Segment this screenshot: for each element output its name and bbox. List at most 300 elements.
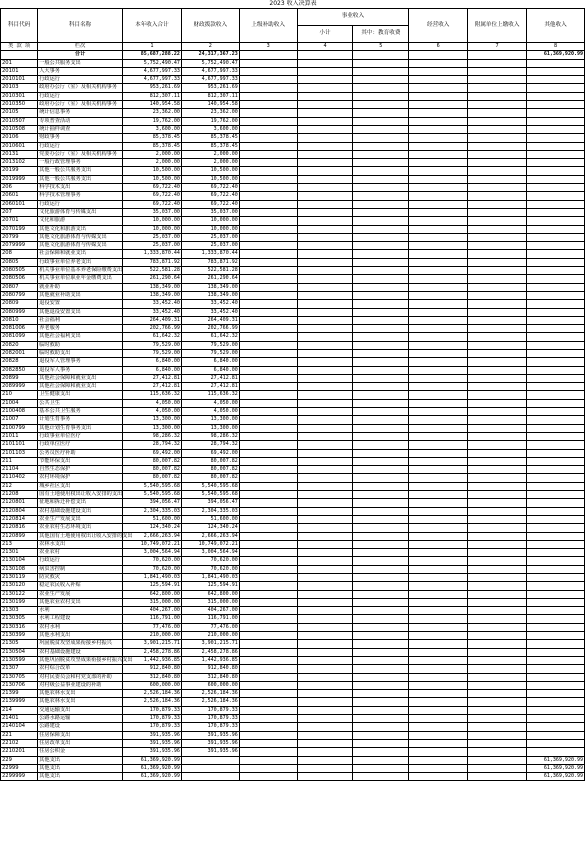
row-business-special	[353, 316, 409, 324]
row-affiliated	[468, 706, 527, 714]
row-current-total: 19,762.00	[122, 117, 181, 125]
row-business-special	[353, 250, 409, 258]
row-code: 21401	[1, 715, 38, 723]
row-fiscal: 5,540,595.68	[181, 482, 239, 490]
row-business-special	[353, 167, 409, 175]
row-business-special	[353, 441, 409, 449]
row-other	[527, 109, 585, 117]
row-superior	[239, 366, 297, 374]
row-other	[527, 92, 585, 100]
row-current-total: 391,935.96	[122, 731, 181, 739]
row-business-subtotal	[297, 217, 353, 225]
row-business-subtotal	[297, 690, 353, 698]
table-row	[1, 474, 585, 482]
row-superior	[239, 632, 297, 640]
row-name: 其他社会保障和就业支出	[38, 374, 123, 382]
row-code: 2299999	[1, 773, 38, 781]
row-superior	[239, 756, 297, 764]
row-name: 公路水路运输	[38, 715, 123, 723]
row-affiliated	[468, 449, 527, 457]
row-current-total: 23,362.00	[122, 109, 181, 117]
row-current-total: 2,526,184.36	[122, 690, 181, 698]
row-superior	[239, 607, 297, 615]
row-code: 2080999	[1, 308, 38, 316]
row-business-subtotal	[297, 142, 353, 150]
column-index: 8	[527, 43, 585, 51]
row-code: 21303	[1, 607, 38, 615]
row-affiliated	[468, 764, 527, 772]
table-row	[1, 109, 585, 117]
table-row	[1, 341, 585, 349]
table-row	[1, 399, 585, 407]
row-name: 机关事业单位基本养老保险缴费支出	[39, 267, 123, 274]
row-superior	[239, 598, 297, 606]
row-affiliated	[468, 565, 527, 573]
row-fiscal: 3,004,564.94	[181, 549, 239, 557]
row-business-subtotal	[297, 150, 353, 158]
row-fiscal: 5,752,490.47	[181, 59, 239, 67]
header-current-total: 本年收入合计	[122, 9, 181, 43]
table-row	[1, 167, 585, 175]
header-business-subtotal: 小计	[297, 26, 353, 43]
row-other	[527, 706, 585, 714]
row-affiliated	[468, 756, 527, 764]
row-business-subtotal	[297, 134, 353, 142]
row-business-subtotal	[297, 706, 353, 714]
row-operating	[409, 225, 468, 233]
row-current-total: 2,304,335.03	[122, 507, 181, 515]
row-affiliated	[468, 117, 527, 125]
table-row	[1, 598, 585, 606]
row-affiliated	[468, 632, 527, 640]
row-affiliated	[468, 84, 527, 92]
row-business-subtotal	[297, 474, 353, 482]
row-operating	[409, 607, 468, 615]
row-affiliated	[468, 391, 527, 399]
row-superior	[239, 275, 297, 283]
row-business-subtotal	[297, 408, 353, 416]
row-business-special	[353, 333, 409, 341]
row-business-subtotal	[297, 92, 353, 100]
row-business-subtotal	[297, 632, 353, 640]
row-operating	[409, 267, 468, 275]
row-code: 21007	[1, 416, 38, 424]
row-business-special	[353, 623, 409, 631]
row-business-subtotal	[297, 524, 353, 532]
row-code: 20820	[1, 341, 38, 349]
row-superior	[239, 316, 297, 324]
row-operating	[409, 590, 468, 598]
row-name: 交通运输支出	[38, 706, 123, 714]
row-current-total: 3,004,564.94	[122, 549, 181, 557]
row-affiliated	[468, 474, 527, 482]
table-row	[1, 391, 585, 399]
row-business-special	[353, 192, 409, 200]
row-superior	[239, 698, 297, 706]
row-other	[527, 59, 585, 67]
row-name: 农村基础设施建设支出	[38, 507, 123, 515]
row-other	[527, 632, 585, 640]
row-current-total: 77,476.00	[122, 623, 181, 631]
row-other	[527, 84, 585, 92]
row-code: 20809	[1, 300, 38, 308]
row-business-subtotal	[297, 590, 353, 598]
row-other	[527, 67, 585, 75]
row-business-special	[353, 300, 409, 308]
row-fiscal: 1,442,936.85	[181, 656, 239, 664]
row-current-total: 600,000.00	[122, 681, 181, 689]
row-fiscal: 13,300.00	[181, 424, 239, 432]
row-operating	[409, 159, 468, 167]
row-current-total: 80,007.82	[122, 457, 181, 465]
row-code: 2139999	[1, 698, 38, 706]
row-superior	[239, 499, 297, 507]
row-business-subtotal	[297, 192, 353, 200]
row-name: 病虫害控制	[38, 565, 123, 573]
row-fiscal: 4,050.00	[181, 408, 239, 416]
row-other	[527, 316, 585, 324]
row-business-subtotal	[297, 723, 353, 731]
row-business-subtotal	[297, 623, 353, 631]
row-code: 20799	[1, 233, 38, 241]
row-affiliated	[468, 101, 527, 109]
row-code: 2080799	[1, 291, 38, 299]
row-name: 其他支出	[38, 764, 123, 772]
row-code: 214	[1, 706, 38, 714]
row-superior	[239, 549, 297, 557]
total-fiscal: 24,317,367.23	[181, 51, 239, 59]
row-code: 20810	[1, 316, 38, 324]
row-current-total: 33,452.40	[122, 300, 181, 308]
row-fiscal: 6,840.00	[181, 358, 239, 366]
row-code: 2089999	[1, 383, 38, 391]
row-current-total: 25,037.00	[122, 233, 181, 241]
row-fiscal: 69,722.40	[181, 200, 239, 208]
table-row	[1, 557, 585, 565]
row-business-special	[353, 739, 409, 747]
row-business-subtotal	[297, 76, 353, 84]
row-superior	[239, 291, 297, 299]
row-operating	[409, 358, 468, 366]
row-operating	[409, 200, 468, 208]
row-affiliated	[468, 150, 527, 158]
table-row	[1, 275, 585, 283]
header-code: 科目代码	[1, 9, 38, 43]
row-code: 212	[1, 482, 38, 490]
row-operating	[409, 665, 468, 673]
row-fiscal: 2,000.00	[181, 150, 239, 158]
row-fiscal: 28,794.32	[181, 441, 239, 449]
row-business-subtotal	[297, 109, 353, 117]
row-operating	[409, 731, 468, 739]
row-other	[527, 524, 585, 532]
total-other: 61,369,920.99	[527, 51, 585, 59]
row-operating	[409, 432, 468, 440]
row-superior	[239, 656, 297, 664]
row-code: 20807	[1, 283, 38, 291]
table-row	[1, 192, 585, 200]
row-code: 2081006	[1, 325, 38, 333]
row-superior	[239, 200, 297, 208]
row-other	[527, 590, 585, 598]
table-row	[1, 773, 585, 781]
row-other	[527, 159, 585, 167]
row-fiscal: 116,791.00	[181, 615, 239, 623]
row-other	[527, 341, 585, 349]
row-current-total: 391,935.96	[122, 739, 181, 747]
row-superior	[239, 109, 297, 117]
row-other	[527, 648, 585, 656]
row-fiscal: 202,766.99	[181, 325, 239, 333]
row-business-subtotal	[297, 101, 353, 109]
row-current-total: 69,722.40	[122, 184, 181, 192]
row-current-total: 2,666,263.94	[122, 532, 181, 540]
row-current-total: 61,369,920.99	[122, 773, 181, 781]
row-current-total: 61,369,920.99	[122, 756, 181, 764]
row-affiliated	[468, 723, 527, 731]
row-superior	[239, 76, 297, 84]
row-fiscal: 25,037.00	[181, 242, 239, 250]
row-business-subtotal	[297, 308, 353, 316]
row-current-total: 170,879.33	[122, 715, 181, 723]
row-business-subtotal	[297, 242, 353, 250]
table-row	[1, 607, 585, 615]
row-business-subtotal	[297, 233, 353, 241]
row-business-subtotal	[297, 67, 353, 75]
table-row	[1, 150, 585, 158]
row-code: 2010507	[1, 117, 38, 125]
row-business-special	[353, 690, 409, 698]
row-current-total: 391,935.96	[122, 748, 181, 756]
row-business-special	[353, 574, 409, 582]
table-body	[1, 43, 585, 781]
row-affiliated	[468, 258, 527, 266]
row-business-special	[353, 565, 409, 573]
row-superior	[239, 258, 297, 266]
row-name: 文化和旅游	[38, 217, 123, 225]
row-other	[527, 515, 585, 523]
row-affiliated	[468, 690, 527, 698]
row-business-subtotal	[297, 540, 353, 548]
row-current-total: 404,267.00	[122, 607, 181, 615]
report-title: 2023 收入决算表	[269, 0, 317, 7]
row-affiliated	[468, 491, 527, 499]
table-row	[1, 267, 585, 275]
row-superior	[239, 150, 297, 158]
row-business-subtotal	[297, 532, 353, 540]
row-operating	[409, 491, 468, 499]
row-name: 公务员医疗补助	[38, 449, 123, 457]
row-name: 其他农林水支出	[38, 690, 123, 698]
row-superior	[239, 424, 297, 432]
row-other	[527, 391, 585, 399]
row-name: 行政运行	[38, 142, 123, 150]
row-code: 208	[1, 250, 38, 258]
row-fiscal: 404,267.00	[181, 607, 239, 615]
row-business-subtotal	[297, 673, 353, 681]
row-business-special	[353, 92, 409, 100]
row-other	[527, 291, 585, 299]
row-fiscal: 51,600.00	[181, 515, 239, 523]
row-code: 2130199	[1, 598, 38, 606]
table-row	[1, 582, 585, 590]
row-current-total: 85,378.45	[122, 134, 181, 142]
table-row	[1, 134, 585, 142]
row-business-special	[353, 607, 409, 615]
row-current-total: 13,300.00	[122, 424, 181, 432]
row-business-special	[353, 764, 409, 772]
row-other	[527, 142, 585, 150]
row-business-special	[353, 466, 409, 474]
row-fiscal: 27,412.81	[181, 374, 239, 382]
row-fiscal	[181, 773, 239, 781]
row-code: 2019999	[1, 175, 38, 183]
table-row	[1, 466, 585, 474]
row-name: 基本公共卫生服务	[38, 408, 123, 416]
row-operating	[409, 615, 468, 623]
row-affiliated	[468, 441, 527, 449]
row-fiscal: 210,000.00	[181, 632, 239, 640]
column-index: 6	[409, 43, 468, 51]
row-affiliated	[468, 557, 527, 565]
row-business-special	[353, 499, 409, 507]
row-current-total: 69,492.00	[122, 449, 181, 457]
row-operating	[409, 341, 468, 349]
column-index: 3	[239, 43, 297, 51]
row-other	[527, 283, 585, 291]
row-affiliated	[468, 524, 527, 532]
row-superior	[239, 723, 297, 731]
row-affiliated	[468, 200, 527, 208]
row-affiliated	[468, 242, 527, 250]
row-name: 其他文化和旅游支出	[38, 225, 123, 233]
row-current-total: 170,879.33	[122, 723, 181, 731]
row-code: 2100799	[1, 424, 38, 432]
row-code: 229	[1, 756, 38, 764]
row-operating	[409, 698, 468, 706]
table-row	[1, 101, 585, 109]
row-affiliated	[468, 466, 527, 474]
row-fiscal: 10,000.00	[181, 217, 239, 225]
row-operating	[409, 109, 468, 117]
row-operating	[409, 648, 468, 656]
row-business-subtotal	[297, 582, 353, 590]
row-current-total: 35,037.00	[122, 208, 181, 216]
table-row	[1, 358, 585, 366]
row-affiliated	[468, 109, 527, 117]
row-name: 行政事业单位医疗	[38, 432, 123, 440]
row-business-subtotal	[297, 383, 353, 391]
row-other	[527, 76, 585, 84]
row-operating	[409, 250, 468, 258]
table-row	[1, 349, 585, 357]
row-current-total: 2,000.00	[122, 150, 181, 158]
header-superior: 上级补助收入	[239, 9, 297, 43]
table-row	[1, 125, 585, 133]
row-affiliated	[468, 225, 527, 233]
row-business-special	[353, 773, 409, 781]
row-business-subtotal	[297, 499, 353, 507]
row-business-subtotal	[297, 698, 353, 706]
row-fiscal	[181, 764, 239, 772]
row-current-total: 13,300.00	[122, 416, 181, 424]
row-operating	[409, 59, 468, 67]
row-operating	[409, 764, 468, 772]
row-operating	[409, 167, 468, 175]
table-row	[1, 715, 585, 723]
row-business-subtotal	[297, 300, 353, 308]
row-current-total: 27,412.81	[122, 374, 181, 382]
row-fiscal: 23,362.00	[181, 109, 239, 117]
row-affiliated	[468, 640, 527, 648]
row-current-total: 4,677,997.33	[122, 67, 181, 75]
column-index-label: 栏次	[38, 43, 123, 51]
row-superior	[239, 665, 297, 673]
table-row	[1, 366, 585, 374]
row-business-subtotal	[297, 325, 353, 333]
row-fiscal: 25,037.00	[181, 233, 239, 241]
total-row	[1, 51, 585, 59]
row-business-special	[353, 358, 409, 366]
row-business-special	[353, 383, 409, 391]
row-code: 2130504	[1, 648, 38, 656]
header-operating: 经营收入	[409, 9, 468, 43]
row-operating	[409, 466, 468, 474]
row-fiscal: 69,722.40	[181, 184, 239, 192]
row-name: 科学技术管理事务	[38, 192, 123, 200]
row-superior	[239, 399, 297, 407]
row-other	[527, 366, 585, 374]
row-operating	[409, 101, 468, 109]
row-business-special	[353, 200, 409, 208]
table-row	[1, 665, 585, 673]
row-other	[527, 383, 585, 391]
row-affiliated	[468, 515, 527, 523]
row-current-total: 70,620.00	[122, 557, 181, 565]
row-affiliated	[468, 208, 527, 216]
row-business-subtotal	[297, 366, 353, 374]
row-code: 210	[1, 391, 38, 399]
row-affiliated	[468, 615, 527, 623]
row-superior	[239, 441, 297, 449]
row-other	[527, 656, 585, 664]
row-business-special	[353, 233, 409, 241]
row-current-total: 5,540,595.68	[122, 491, 181, 499]
row-other	[527, 698, 585, 706]
row-fiscal: 2,666,263.94	[181, 532, 239, 540]
row-affiliated	[468, 432, 527, 440]
row-business-subtotal	[297, 681, 353, 689]
row-operating	[409, 125, 468, 133]
row-current-total: 115,636.32	[122, 391, 181, 399]
row-superior	[239, 283, 297, 291]
row-business-subtotal	[297, 167, 353, 175]
row-code: 22102	[1, 739, 38, 747]
row-business-special	[353, 391, 409, 399]
row-other	[527, 665, 585, 673]
table-row	[1, 217, 585, 225]
row-name: 其他农业农村支出	[38, 598, 123, 606]
row-superior	[239, 574, 297, 582]
row-current-total: 210,000.00	[122, 632, 181, 640]
row-business-special	[353, 175, 409, 183]
row-code: 22999	[1, 764, 38, 772]
row-affiliated	[468, 582, 527, 590]
row-operating	[409, 175, 468, 183]
row-name: 文化旅游体育与传媒支出	[38, 208, 123, 216]
row-affiliated	[468, 217, 527, 225]
row-operating	[409, 275, 468, 283]
